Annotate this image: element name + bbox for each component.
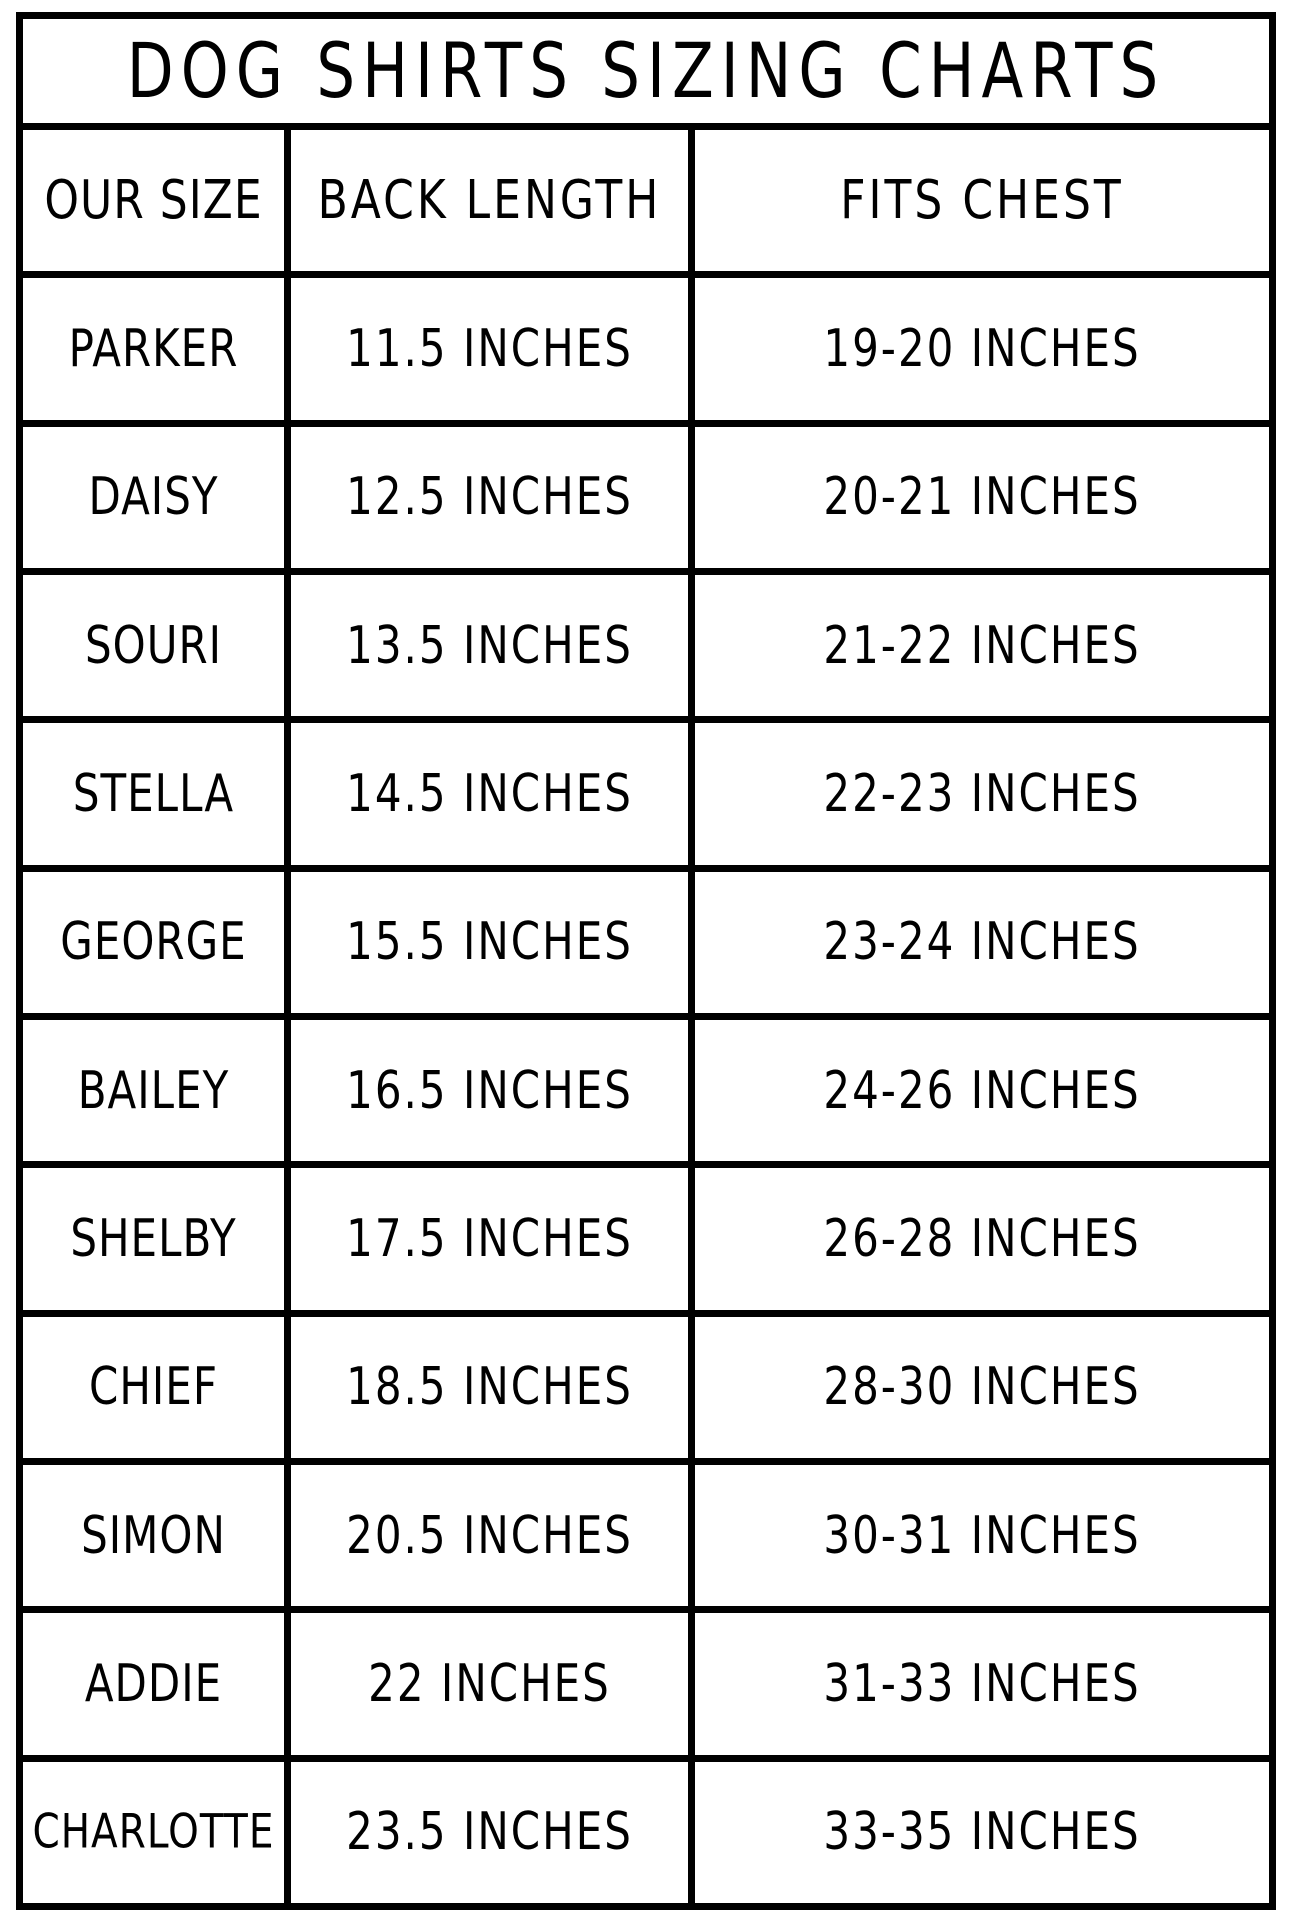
fits-chest-value: 23-24 INCHES	[823, 911, 1141, 972]
cell-size	[23, 1020, 291, 1161]
sizing-chart-table	[16, 12, 1276, 1910]
column-header-label: OUR SIZE	[44, 168, 263, 232]
cell-back-length	[291, 1317, 695, 1458]
back-length-value: 22 INCHES	[368, 1653, 611, 1714]
table-row	[23, 1613, 1269, 1761]
back-length-value: 15.5 INCHES	[346, 911, 633, 972]
fits-chest-value: 30-31 INCHES	[823, 1505, 1141, 1565]
fits-chest-value: 33-35 INCHES	[823, 1801, 1141, 1862]
cell-back-length	[291, 723, 695, 864]
cell-back-length	[291, 1613, 695, 1754]
table-row	[23, 278, 1269, 426]
cell-back-length	[291, 1465, 695, 1606]
cell-fits-chest	[695, 1168, 1269, 1309]
column-header-our-size	[23, 130, 291, 271]
size-value: ADDIE	[84, 1653, 223, 1714]
cell-back-length	[291, 278, 695, 419]
fits-chest-value: 24-26 INCHES	[823, 1060, 1141, 1120]
size-value: GEORGE	[60, 911, 247, 972]
size-value: DAISY	[88, 466, 219, 527]
size-value: BAILEY	[77, 1060, 230, 1120]
fits-chest-value: 20-21 INCHES	[823, 466, 1141, 527]
size-value: PARKER	[68, 318, 239, 379]
table-body	[23, 130, 1269, 1903]
cell-size	[23, 575, 291, 716]
fits-chest-value: 21-22 INCHES	[823, 615, 1141, 675]
size-value: SHELBY	[70, 1208, 237, 1269]
cell-back-length	[291, 872, 695, 1013]
cell-back-length	[291, 1020, 695, 1161]
table-row	[23, 1020, 1269, 1168]
cell-size	[23, 723, 291, 864]
cell-back-length	[291, 427, 695, 568]
size-value: CHARLOTTE	[32, 1804, 275, 1860]
cell-back-length	[291, 1168, 695, 1309]
size-value: SOURI	[84, 615, 223, 675]
cell-fits-chest	[695, 1762, 1269, 1903]
cell-size	[23, 1317, 291, 1458]
page-title: DOG SHIRTS SIZING CHARTS	[126, 26, 1166, 116]
fits-chest-value: 22-23 INCHES	[823, 763, 1141, 824]
cell-fits-chest	[695, 278, 1269, 419]
table-row	[23, 723, 1269, 871]
table-row	[23, 1317, 1269, 1465]
back-length-value: 18.5 INCHES	[346, 1356, 633, 1417]
table-header-row	[23, 130, 1269, 278]
cell-back-length	[291, 575, 695, 716]
table-row	[23, 1762, 1269, 1903]
cell-fits-chest	[695, 575, 1269, 716]
fits-chest-value: 19-20 INCHES	[823, 318, 1141, 379]
cell-fits-chest	[695, 1465, 1269, 1606]
cell-fits-chest	[695, 1020, 1269, 1161]
table-row	[23, 1168, 1269, 1316]
fits-chest-value: 28-30 INCHES	[823, 1356, 1141, 1417]
back-length-value: 13.5 INCHES	[346, 615, 633, 675]
cell-size	[23, 1762, 291, 1903]
back-length-value: 12.5 INCHES	[346, 466, 633, 527]
fits-chest-value: 31-33 INCHES	[823, 1653, 1141, 1714]
column-header-back-length	[291, 130, 695, 271]
back-length-value: 20.5 INCHES	[346, 1505, 633, 1565]
back-length-value: 16.5 INCHES	[346, 1060, 633, 1120]
back-length-value: 14.5 INCHES	[346, 763, 633, 824]
cell-size	[23, 1613, 291, 1754]
cell-size	[23, 427, 291, 568]
cell-back-length	[291, 1762, 695, 1903]
cell-fits-chest	[695, 872, 1269, 1013]
back-length-value: 11.5 INCHES	[346, 318, 633, 379]
cell-size	[23, 872, 291, 1013]
fits-chest-value: 26-28 INCHES	[823, 1208, 1141, 1269]
column-header-fits-chest	[695, 130, 1269, 271]
size-value: SIMON	[81, 1505, 226, 1565]
back-length-value: 17.5 INCHES	[346, 1208, 633, 1269]
column-header-label: FITS CHEST	[840, 168, 1124, 232]
chart-title-row	[23, 19, 1269, 130]
table-row	[23, 427, 1269, 575]
cell-size	[23, 1465, 291, 1606]
table-row	[23, 575, 1269, 723]
back-length-value: 23.5 INCHES	[346, 1801, 633, 1862]
table-row	[23, 1465, 1269, 1613]
cell-size	[23, 278, 291, 419]
size-value: STELLA	[72, 763, 235, 824]
cell-fits-chest	[695, 427, 1269, 568]
cell-fits-chest	[695, 1613, 1269, 1754]
table-row	[23, 872, 1269, 1020]
column-header-label: BACK LENGTH	[317, 168, 662, 232]
cell-size	[23, 1168, 291, 1309]
size-value: CHIEF	[89, 1356, 218, 1417]
cell-fits-chest	[695, 1317, 1269, 1458]
cell-fits-chest	[695, 723, 1269, 864]
